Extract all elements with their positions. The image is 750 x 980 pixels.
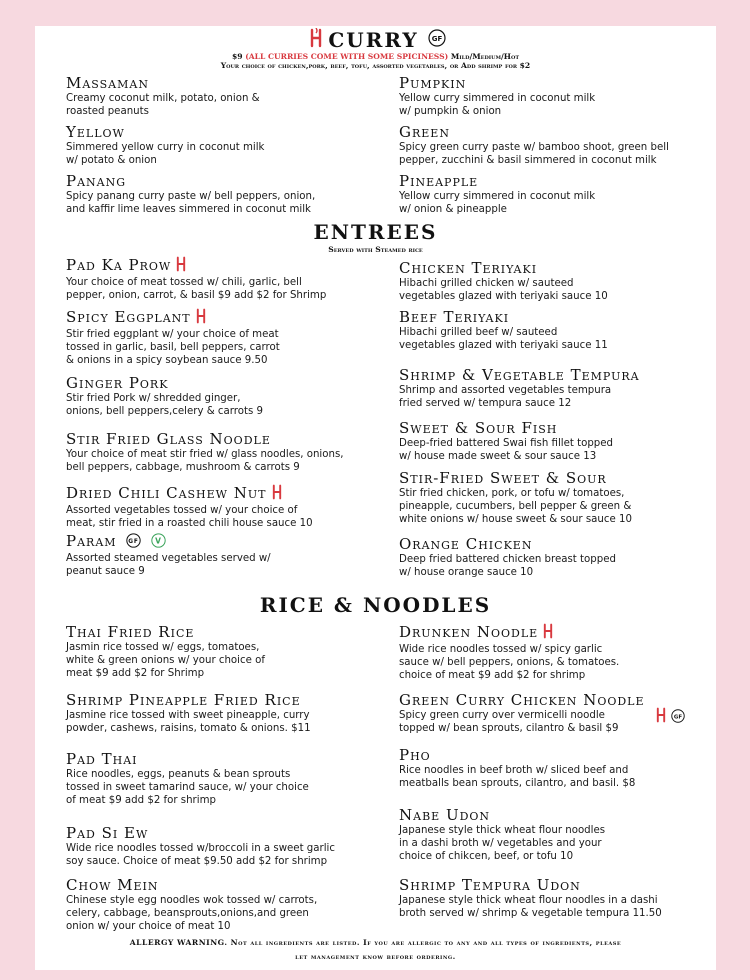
menu-item-pumpkin: Pumpkin Yellow curry simmered in coconut milk w/ pumpkin & onion bbox=[399, 74, 596, 117]
menu-item-nabe-udon: Nabe Udon Japanese style thick wheat flour noodles in a dashi broth w/ vegetables and your choice of chikcen, beef, or tofu 10 bbox=[399, 806, 606, 862]
menu-item-param: Param GF V Assorted steamed vegetables served w/ peanut sauce 9 bbox=[66, 532, 271, 577]
allergy-warning bbox=[35, 936, 716, 964]
menu-item-thai-fried-rice: Thai Fried Rice Jasmin rice tossed w/ eggs, tomatoes, white & green onions w/ your choice of meat $9 add $2 for Shrimp bbox=[66, 623, 265, 679]
chili-icon bbox=[309, 28, 323, 52]
curry-title-row bbox=[35, 28, 716, 52]
menu-item-pad-si-ew: Pad Si Ew Wide rice noodles tossed w/broccoli in a sweet garlic soy sauce. Choice of meat $9.50 add $2 for shrimp bbox=[66, 824, 335, 867]
menu-page bbox=[35, 26, 716, 970]
menu-item-spicy-eggplant: Spicy Eggplant Stir fried eggplant w/ your choice of meat tossed in garlic, basil, bell peppers, carrot & onions in a spicy soybean sauce 9.50 bbox=[66, 308, 280, 366]
menu-item-ginger-pork: Ginger Pork Stir fried Pork w/ shredded ginger, onions, bell peppers,celery & carrots 9 bbox=[66, 374, 263, 417]
curry-price-note bbox=[35, 52, 716, 61]
menu-item-shrimp-tempura-udon: Shrimp Tempura Udon Japanese style thick wheat flour noodles in a dashi broth served w/ shrimp & vegetable tempura 11.50 bbox=[399, 876, 662, 919]
menu-item-yellow: Yellow Simmered yellow curry in coconut milk w/ potato & onion bbox=[66, 123, 265, 166]
allergy-line-2: let management know before ordering. bbox=[295, 952, 456, 961]
menu-item-chicken-teriyaki: Chicken Teriyaki Hibachi grilled chicken w/ sauteed vegetables glazed with teriyaki sauce 10 bbox=[399, 259, 608, 302]
menu-item-orange-chicken: Orange Chicken Deep fried battered chicken breast topped w/ house orange sauce 10 bbox=[399, 535, 616, 578]
chili-icon bbox=[271, 484, 283, 504]
svg-text:GF: GF bbox=[128, 538, 140, 545]
menu-item-pineapple: Pineapple Yellow curry simmered in coconut milk w/ onion & pineapple bbox=[399, 172, 596, 215]
gf-badge-icon bbox=[126, 533, 141, 552]
rice-noodles-title: RICE & NOODLES bbox=[259, 593, 492, 617]
svg-text:GF: GF bbox=[673, 714, 683, 721]
curry-title: CURRY bbox=[328, 28, 419, 52]
menu-item-pad-thai: Pad Thai Rice noodles, eggs, peanuts & bean sprouts tossed in sweet tamarind sauce, w/ your choice of meat $9 add $2 for shrimp bbox=[66, 750, 309, 806]
menu-item-chow-mein: Chow Mein Chinese style egg noodles wok tossed w/ carrots, celery, cabbage, beansprouts,onions,and green onion w/ your choice of meat 10 bbox=[66, 876, 318, 932]
curry-price: $9 bbox=[231, 52, 243, 61]
menu-item-sweet-sour-fish: Sweet & Sour Fish Deep-fried battered Swai fish fillet topped w/ house made sweet & sour sauce 13 bbox=[399, 419, 614, 462]
chili-icon bbox=[542, 623, 554, 643]
menu-item-beef-teriyaki: Beef Teriyaki Hibachi grilled beef w/ sauteed vegetables glazed with teriyaki sauce 11 bbox=[399, 308, 608, 351]
svg-text:V: V bbox=[155, 535, 162, 545]
menu-item-stir-fried-sweet-sour: Stir-Fried Sweet & Sour Stir fried chicken, pork, or tofu w/ tomatoes, pineapple, cucumbers, bell pepper & green & white onions w/ house sweet & sour sauce 10 bbox=[399, 469, 632, 525]
menu-item-pad-ka-prow: Pad Ka Prow Your choice of meat tossed w/ chili, garlic, bell pepper, onion, carrot, & basil $9 add $2 for Shrimp bbox=[66, 256, 327, 301]
menu-item-shrimp-vegetable-tempura: Shrimp & Vegetable Tempura Shrimp and assorted vegetables tempura fried served w/ tempura sauce 12 bbox=[399, 366, 640, 409]
chili-icon bbox=[195, 308, 207, 328]
menu-item-drunken-noodle: Drunken Noodle Wide rice noodles tossed w/ spicy garlic sauce w/ bell peppers, onions, & tomatoes. choice of meat $9 add $2 for shrimp bbox=[399, 623, 620, 681]
entrees-title: ENTREES bbox=[313, 220, 438, 244]
menu-item-stir-fried-glass-noodle: Stir Fried Glass Noodle Your choice of meat stir fried w/ glass noodles, onions, bell peppers, cabbage, mushroom & carrots 9 bbox=[66, 430, 344, 473]
chili-icon bbox=[175, 256, 187, 276]
menu-item-pho: Pho Rice noodles in beef broth w/ sliced beef and meatballs bean sprouts, cilantro, and basil. $8 bbox=[399, 746, 636, 789]
curry-choice-note: Your choice of chicken,pork, beef, tofu, assorted vegetables, or Add shrimp for $2 bbox=[220, 61, 531, 70]
menu-item-green-curry-chicken-noodle: Green Curry Chicken Noodle Spicy green curry over vermicelli noodle topped w/ bean sprouts, cilantro & basil $9 GF bbox=[399, 691, 714, 735]
menu-item-green: Green Spicy green curry paste w/ bamboo shoot, green bell pepper, zucchini & basil simmered in coconut milk bbox=[399, 123, 669, 166]
allergy-line-1: ALLERGY WARNING. Not all ingredients are listed. If you are allergic to any and all types of ingredients, please bbox=[129, 938, 622, 947]
chili-icon bbox=[655, 707, 667, 727]
gf-badge-icon bbox=[428, 29, 446, 51]
menu-item-dried-chili-cashew-nut: Dried Chili Cashew Nut Assorted vegetables tossed w/ your choice of meat, stir fried in a roasted chili house sauce 10 bbox=[66, 484, 313, 529]
gf-badge-icon bbox=[671, 708, 685, 727]
menu-item-shrimp-pineapple-fried-rice: Shrimp Pineapple Fried Rice Jasmine rice tossed with sweet pineapple, curry powder, cashews, raisins, tomato & onions. $11 bbox=[66, 691, 311, 734]
curry-spice-note: (ALL CURRIES COME WITH SOME SPICINESS) bbox=[245, 52, 449, 61]
menu-item-massaman: Massaman Creamy coconut milk, potato, onion & roasted peanuts bbox=[66, 74, 260, 117]
curry-heat-levels: Mild/Medium/Hot bbox=[450, 52, 520, 61]
entrees-note: Served with Steamed rice bbox=[328, 245, 423, 254]
svg-text:GF: GF bbox=[431, 35, 442, 43]
menu-item-panang: Panang Spicy panang curry paste w/ bell peppers, onion, and kaffir lime leaves simmered in coconut milk bbox=[66, 172, 316, 215]
vegan-badge-icon bbox=[151, 533, 166, 552]
